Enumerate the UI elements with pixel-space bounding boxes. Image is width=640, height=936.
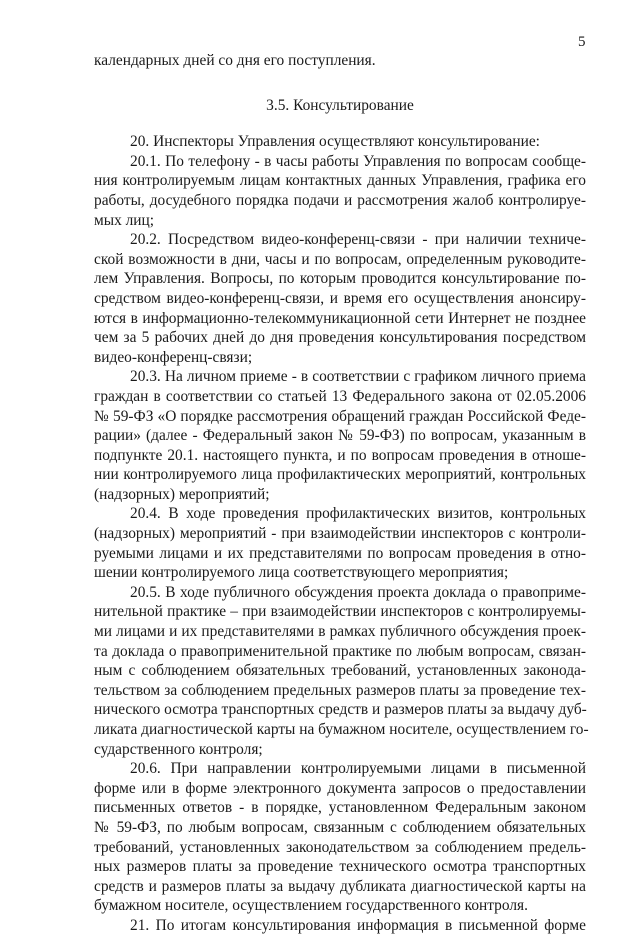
text-line: ской возможности в дни, часы и по вопросам, определенным руководите- (94, 250, 586, 268)
paragraph-20-2 (94, 230, 586, 367)
text-line: 20.6. При направлении контролируемыми лицами в письменной (130, 760, 586, 778)
text-line: 20. Инспекторы Управления осуществляют консультирование: (130, 133, 540, 151)
paragraph-20-3 (94, 367, 586, 504)
text-line: подпункте 20.1. настоящего пункта, и по вопросам проведения в отноше- (94, 446, 586, 464)
text-line: нительной практике – при взаимодействии инспекторов с контролируемы- (94, 603, 586, 621)
text-line: средств и размеров платы за выдачу дубликата диагностической карты на (94, 877, 586, 895)
text-line: (надзорных) мероприятий - при взаимодействии инспекторов с контроли- (94, 525, 586, 543)
paragraph-20 (94, 132, 586, 152)
text-line: 20.5. В ходе публичного обсуждения проекта доклада о правоприме- (130, 583, 586, 601)
text-line: сударственного контроля; (94, 740, 263, 758)
document-body (94, 51, 589, 936)
text-line: чем за 5 рабочих дней до дня проведения консультирования посредством (94, 329, 586, 347)
text-line: 21. По итогам консультирования информация в письменной форме (130, 916, 586, 934)
paragraph-20-5 (94, 583, 589, 759)
text-line: рации» (далее - Федеральный закон № 59-ФЗ) по вопросам, указанным в (94, 427, 586, 445)
text-line: та доклада о правоприменительной практике по любым вопросам, связан- (94, 642, 586, 660)
text-line: ются в информационно-телекоммуникационной сети Интернет не позднее (94, 309, 586, 327)
text-line: письменных ответов - в порядке, установленном Федеральным законом (94, 799, 586, 817)
text-line: 20.2. Посредством видео-конференц-связи - при наличии техниче- (130, 231, 586, 249)
paragraph-20-4 (94, 504, 586, 582)
text-line: тельством за соблюдением предельных размеров платы за проведение тех- (94, 681, 586, 699)
text-line: лем Управления. Вопросы, по которым проводится консультирование по- (94, 270, 586, 288)
text-line: ми лицами и их представителями в рамках публичного обсуждения проек- (94, 623, 586, 641)
text-line: 20.3. На личном приеме - в соответствии с графиком личного приема (130, 368, 586, 386)
text-line: шении контролируемого лица соответствующего мероприятия; (94, 564, 509, 582)
text-line: ния контролируемым лицам контактных данных Управления, графика его (94, 172, 586, 190)
text-line: (надзорных) мероприятий; (94, 485, 270, 503)
text-line: работы, досудебного порядка подачи и рассмотрения жалоб контролируе- (94, 191, 586, 209)
page-number: 5 (578, 34, 586, 50)
text-line: форме или в форме электронного документа запросов о предоставлении (94, 779, 586, 797)
text-line: нического осмотра транспортных средств и размеров платы за выдачу дуб- (94, 701, 587, 719)
text-line: видео-конференц-связи; (94, 348, 253, 366)
text-line: требований, установленных законодательством за соблюдением предель- (94, 838, 586, 856)
text-line: ликата диагностической карты на бумажном носителе, осуществлением го- (94, 721, 589, 738)
paragraph-20-6 (94, 759, 586, 916)
text-line: мых лиц; (94, 211, 155, 229)
text-line: ных размеров платы за проведение технического осмотра транспортных (94, 858, 586, 876)
text-line: нии контролируемого лица профилактических мероприятий, контрольных (94, 466, 586, 484)
text-line: 20.1. По телефону - в часы работы Управления по вопросам сообще- (130, 152, 586, 170)
text-line: календарных дней со дня его поступления. (94, 52, 376, 69)
text-line: № 59-ФЗ «О порядке рассмотрения обращений граждан Российской Феде- (94, 407, 586, 425)
text-line: руемыми лицами и их представителями по вопросам проведения в отно- (94, 544, 586, 562)
text-line: средством видео-конференц-связи, и время его осуществления анонсиру- (94, 289, 586, 307)
paragraph-21 (94, 916, 586, 936)
section-heading: 3.5. Консультирование (266, 96, 414, 114)
text-line: граждан в соответствии со статьей 13 Федерального закона от 02.05.2006 (94, 387, 586, 405)
paragraph-20-1 (94, 152, 586, 230)
text-line: ным с соблюдением обязательных требований, установленных законода- (94, 662, 586, 680)
text-line: № 59-ФЗ, по любым вопросам, связанным с соблюдением обязательных (94, 818, 586, 836)
text-line: 20.4. В ходе проведения профилактических визитов, контрольных (130, 505, 586, 523)
text-line: бумажном носителе, осуществлением государственного контроля. (94, 897, 528, 915)
